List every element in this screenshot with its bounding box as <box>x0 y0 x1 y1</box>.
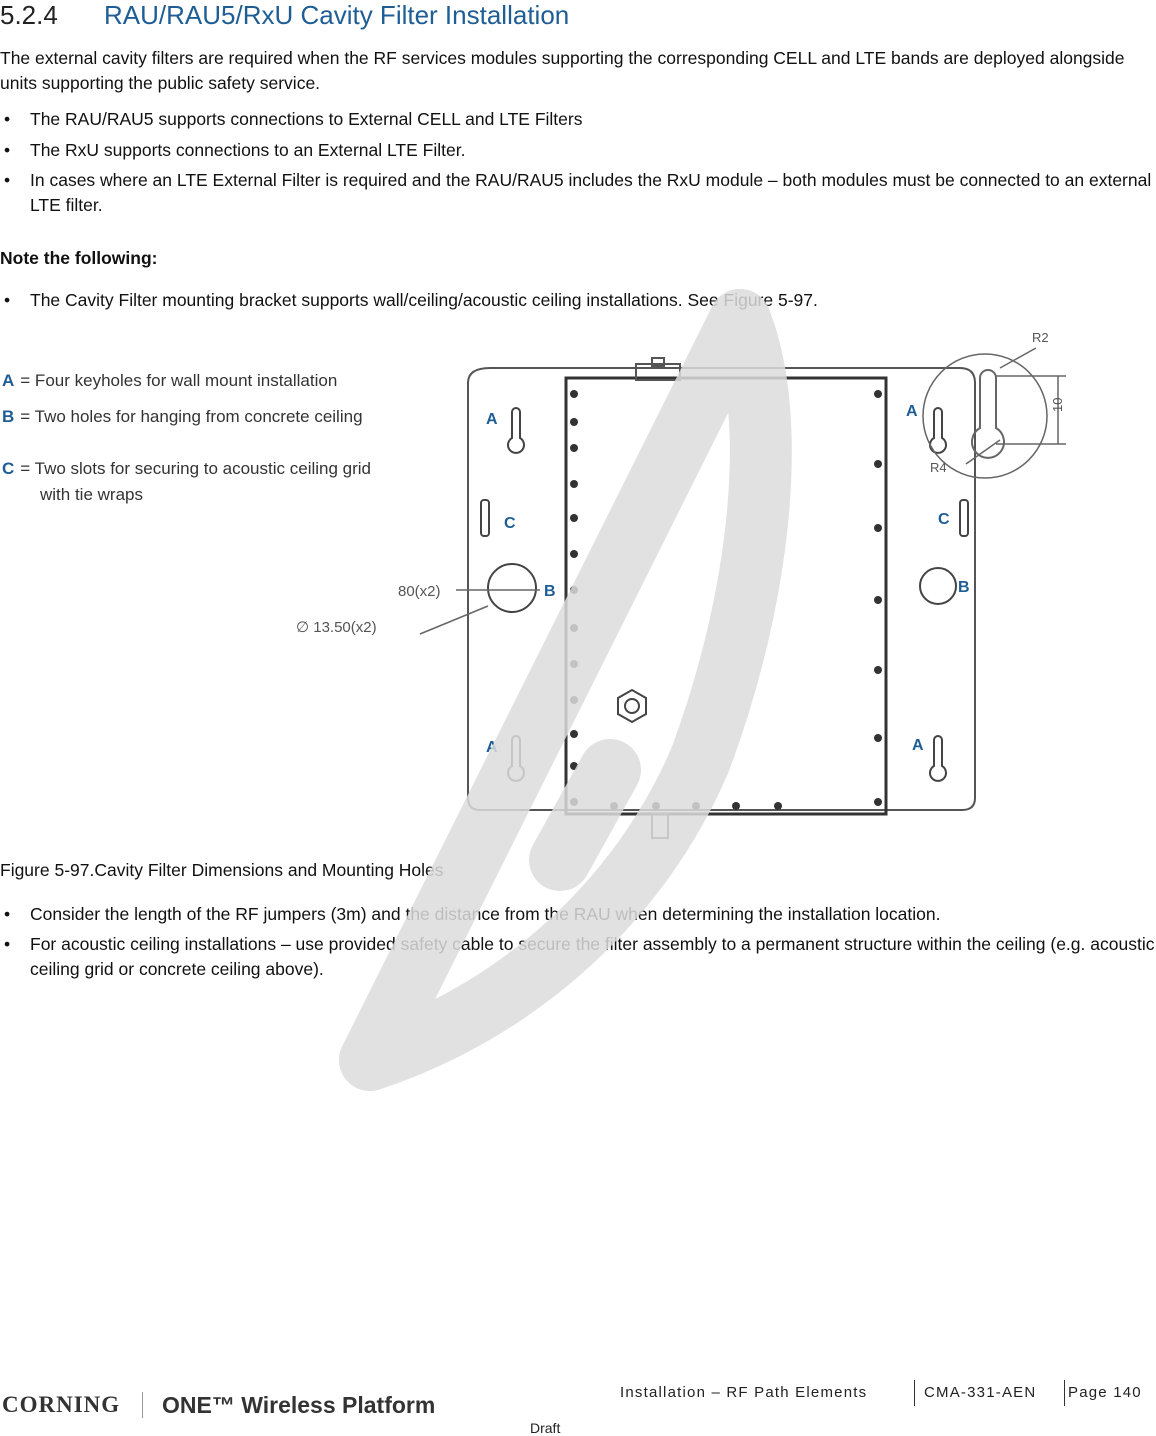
label-b: B <box>958 579 970 596</box>
legend-text-a: = Four keyholes for wall mount installation <box>20 371 338 390</box>
legend-text-c: = Two slots for securing to acoustic ceiling grid <box>20 459 371 478</box>
corning-logo: CORNING <box>2 1392 121 1417</box>
label-c: C <box>938 511 950 528</box>
label-diameter: ∅ 13.50(x2) <box>296 619 377 636</box>
logo-divider <box>142 1392 143 1418</box>
legend-key-c: C <box>2 459 15 478</box>
svg-text:C= Two slots for securing to a <box>2 459 371 478</box>
label-a: A <box>486 411 498 428</box>
screw-holes <box>570 390 882 810</box>
list-item-text: For acoustic ceiling installations – use provided safety cable to secure the filter assembly to a permanent structure within the ceiling (e.g. acoustic ceiling grid or concrete ceiling above). <box>30 934 1155 979</box>
legend-text-b: = Two holes for hanging from concrete ceiling <box>20 407 363 426</box>
intro-paragraph: The external cavity filters are required when the RF services modules supporting the corresponding CELL and LTE bands are deployed alongside units supporting the public safety service. <box>0 48 1125 93</box>
footer-doc-id: CMA-331-AEN <box>924 1384 1037 1401</box>
label-dim-10: 10 <box>1050 397 1065 412</box>
section-title: RAU/RAU5/RxU Cavity Filter Installation <box>104 0 570 30</box>
legend-text-c-line2: with tie wraps <box>40 485 143 504</box>
list-item-text: In cases where an LTE External Filter is required and the RAU/RAU5 includes the RxU module – both modules must be connected to an external LTE filter. <box>30 170 1152 215</box>
label-dim-80: 80(x2) <box>398 583 441 600</box>
footer-page-number: Page 140 <box>1068 1384 1142 1401</box>
hex-nut-icon <box>618 690 646 722</box>
bullet-dot: • <box>4 934 11 954</box>
label-a: A <box>912 737 924 754</box>
footer-section: Installation – RF Path Elements <box>620 1384 868 1401</box>
list-item-text: Consider the length of the RF jumpers (3m) and the distance from the RAU when determining the installation location. <box>30 904 941 924</box>
bullet-dot: • <box>4 290 11 310</box>
product-logo: ONE™ Wireless Platform <box>162 1392 436 1418</box>
bullet-dot: • <box>4 904 11 924</box>
note-heading: Note the following: <box>0 248 158 268</box>
bullet-dot: • <box>4 170 11 190</box>
label-r4: R4 <box>930 460 947 475</box>
label-a: A <box>906 403 918 420</box>
bullet-dot: • <box>4 109 11 129</box>
slot-icon <box>481 500 968 536</box>
svg-text:A= Four keyholes for wall moun <box>2 371 337 390</box>
legend-key-a: A <box>2 371 15 390</box>
section-number: 5.2.4 <box>0 0 58 30</box>
list-item-text: The RAU/RAU5 supports connections to External CELL and LTE Filters <box>30 109 583 129</box>
section-heading <box>0 0 569 31</box>
label-c: C <box>504 515 516 532</box>
legend-key-b: B <box>2 407 15 426</box>
label-a: A <box>486 739 498 756</box>
list-item-text: The Cavity Filter mounting bracket supports wall/ceiling/acoustic ceiling installations. See Figure 5-97. <box>30 290 818 310</box>
footer-divider <box>914 1380 915 1406</box>
label-b: B <box>544 583 556 600</box>
page-footer <box>0 1378 1156 1434</box>
figure-caption: Figure 5-97.Cavity Filter Dimensions and Mounting Holes <box>0 860 444 880</box>
cavity-filter-figure <box>0 328 1100 848</box>
footer-divider <box>1064 1380 1065 1406</box>
label-r2: R2 <box>1032 330 1049 345</box>
list-item-text: The RxU supports connections to an External LTE Filter. <box>30 140 466 160</box>
bullet-dot: • <box>4 140 11 160</box>
draft-label: Draft <box>530 1420 561 1436</box>
svg-text:B= Two holes for hanging from <box>2 407 363 426</box>
